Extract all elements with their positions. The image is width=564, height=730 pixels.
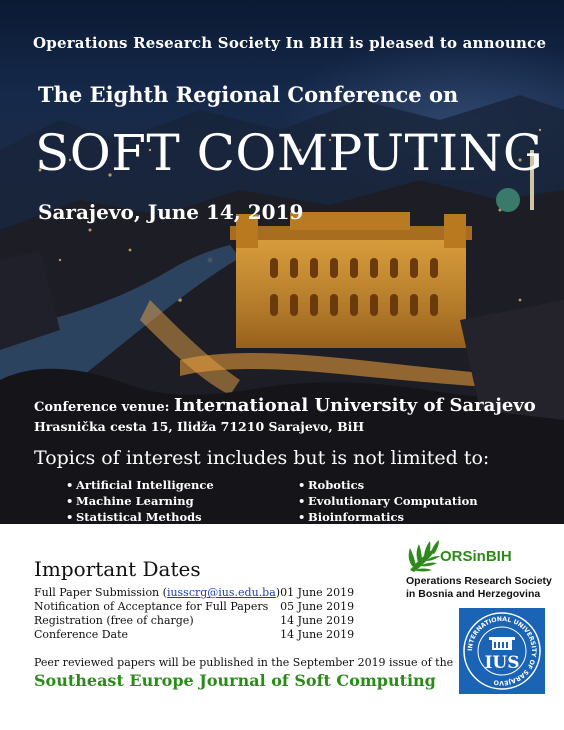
topics-list-right [298,477,478,524]
important-dates-table [34,586,354,642]
table-row [34,600,354,614]
date-cell: 14 June 2019 [280,628,355,641]
date-cell: 14 June 2019 [280,614,355,627]
orsinbih-logo-name: ORSinBIH [440,548,512,565]
event-cell: Notification of Acceptance for Full Papers [34,600,269,613]
table-row [34,614,354,628]
event-label: Full Paper Submission ( [34,586,167,599]
topic-item: • Statistical Methods [66,509,214,524]
event-cell: Conference Date [34,628,129,641]
ius-ring-text: INTERNATIONAL UNIVERSITY OF SARAJEVO [466,615,538,687]
date-cell: 05 June 2019 [280,600,355,613]
ius-abbreviation: IUS [484,653,520,673]
important-dates-heading: Important Dates [34,557,201,581]
topics-list-left [66,477,214,524]
event-label-tail: ) [275,586,281,599]
topic-item: • Artificial Intelligence [66,477,214,493]
conference-subtitle: The Eighth Regional Conference on [38,82,459,107]
event-cell: Registration (free of charge) [34,614,194,627]
orsinbih-subtitle-line1: Operations Research Society [406,575,552,587]
conference-date: Sarajevo, June 14, 2019 [38,200,304,224]
orsinbih-subtitle-line2: in Bosnia and Herzegovina [406,588,541,600]
venue-name: International University of Sarajevo [173,395,536,416]
topic-item: • Machine Learning [66,493,214,509]
ius-logo [459,608,545,694]
topic-item: • Robotics [298,477,478,493]
announcement-text: Operations Research Society In BIH is pleased to announce [33,34,547,52]
date-cell: 01 June 2019 [280,586,355,599]
journal-name: Southeast Europe Journal of Soft Computing [34,671,436,690]
topic-item: • Bioinformatics [298,509,478,524]
topics-heading: Topics of interest includes but is not limited to: [34,447,490,469]
venue-address: Hrasnička cesta 15, Ilidža 71210 Sarajevo, BiH [34,419,365,434]
event-cell [34,586,280,600]
ius-seal-icon [459,608,545,694]
publication-note: Peer reviewed papers will be published in the September 2019 issue of the [34,656,454,669]
conference-title: SOFT COMPUTING [35,124,544,182]
table-row [34,586,354,600]
table-row [34,628,354,642]
venue-line [34,395,536,416]
topic-item: • Evolutionary Computation [298,493,478,509]
submission-email-link[interactable]: iusscrg@ius.edu.ba [166,586,276,599]
venue-label: Conference venue: [34,400,174,415]
